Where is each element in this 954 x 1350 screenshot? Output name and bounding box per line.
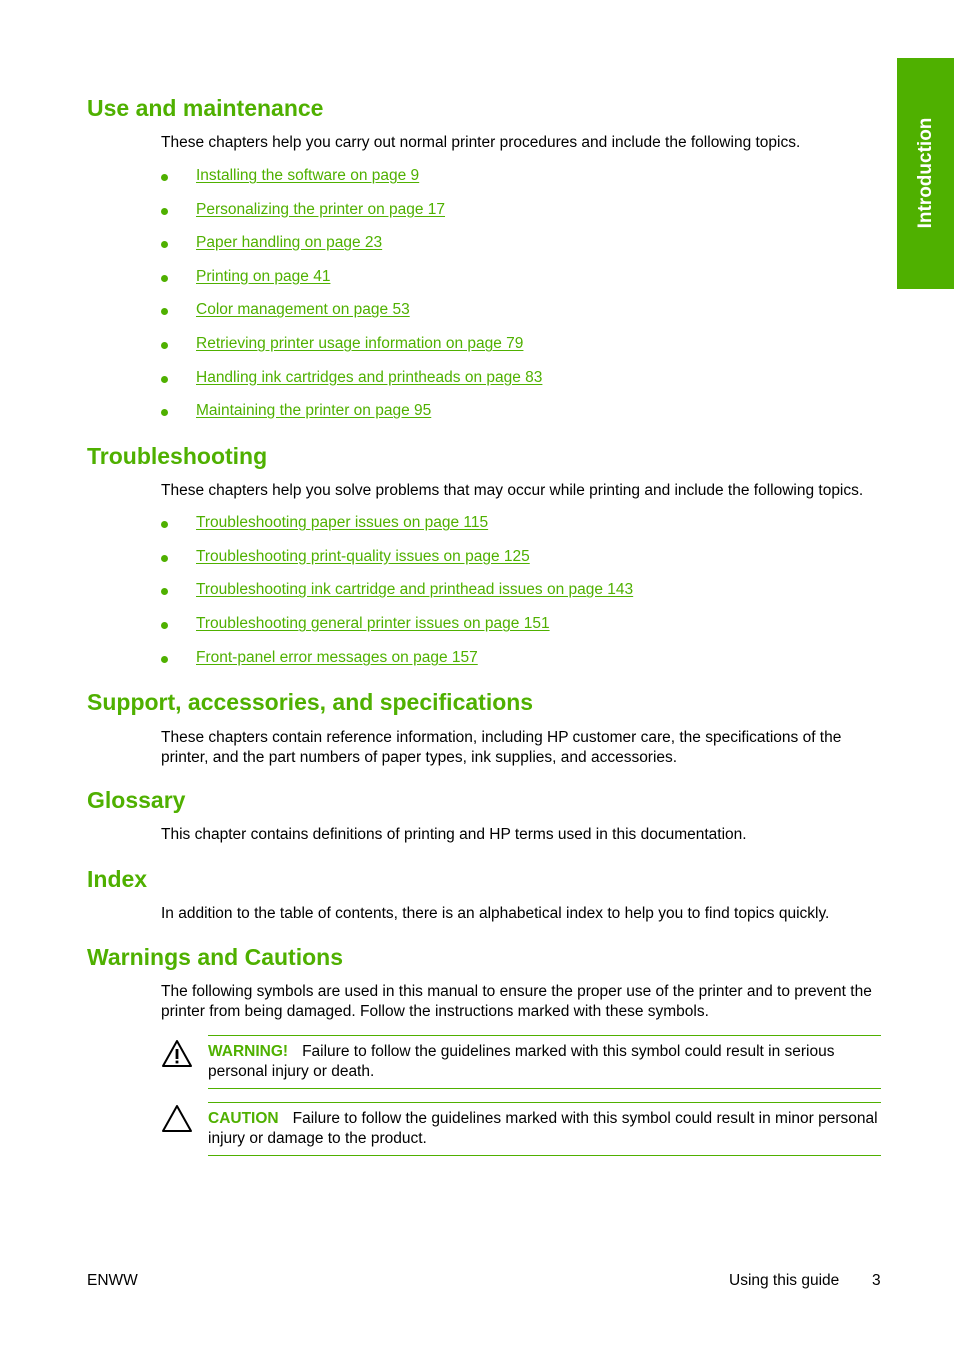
link-ink-cartridges-printheads[interactable]: Handling ink cartridges and printheads on page 83 (196, 368, 543, 386)
link-personalizing-printer[interactable]: Personalizing the printer on page 17 (196, 200, 446, 218)
bullet-icon (161, 241, 168, 248)
link-paper-handling[interactable]: Paper handling on page 23 (196, 234, 383, 252)
link-troubleshooting-ink-cartridge[interactable]: Troubleshooting ink cartridge and printhead issues on page 143 (196, 581, 634, 599)
heading-support: Support, accessories, and specifications (87, 689, 534, 715)
bullet-icon (161, 656, 168, 663)
link-installing-software[interactable]: Installing the software on page 9 (196, 167, 420, 184)
link-color-management[interactable]: Color management on page 53 (196, 301, 410, 319)
support-text: These chapters contain reference information, including HP customer care, the specifications of the printer, and the part numbers of paper types, ink supplies, and accessories. (161, 729, 842, 766)
heading-use-and-maintenance: Use and maintenance (87, 95, 324, 121)
bullet-icon (161, 521, 168, 528)
index-text: In addition to the table of contents, there is an alphabetical index to help you to find topics quickly. (161, 905, 830, 922)
bullet-icon (161, 588, 168, 595)
footer-section-title: Using this guide (729, 1272, 840, 1289)
bullet-icon (161, 174, 168, 181)
bullet-icon (161, 409, 168, 416)
bullet-icon (161, 622, 168, 629)
caution-box (208, 1102, 881, 1156)
heading-index: Index (87, 866, 148, 892)
heading-warnings-cautions: Warnings and Cautions (87, 944, 343, 970)
warning-text: Failure to follow the guidelines marked with this symbol could result in serious personal injury or death. (208, 1043, 835, 1080)
troubleshooting-intro-text: These chapters help you solve problems that may occur while printing and include the following topics. (161, 482, 864, 499)
warning-box (208, 1035, 881, 1089)
warning-icon (161, 1039, 193, 1069)
caution-text: Failure to follow the guidelines marked with this symbol could result in minor personal injury or damage to the product. (208, 1110, 878, 1147)
bullet-icon (161, 342, 168, 349)
use-intro-text: These chapters help you carry out normal printer procedures and include the following topics. (161, 134, 801, 151)
caution-icon (161, 1104, 193, 1134)
heading-troubleshooting: Troubleshooting (87, 443, 268, 469)
caution-label: CAUTION (208, 1110, 279, 1127)
warning-label: WARNING! (208, 1043, 289, 1060)
footer-page-number: 3 (872, 1272, 881, 1289)
link-printing[interactable]: Printing on page 41 (196, 267, 331, 285)
link-front-panel-errors[interactable]: Front-panel error messages on page 157 (196, 648, 478, 666)
bullet-icon (161, 275, 168, 282)
link-troubleshooting-paper[interactable]: Troubleshooting paper issues on page 115 (196, 514, 489, 531)
link-maintaining-printer[interactable]: Maintaining the printer on page 95 (196, 402, 432, 420)
link-troubleshooting-general[interactable]: Troubleshooting general printer issues on page 151 (196, 615, 550, 633)
bullet-icon (161, 308, 168, 315)
heading-glossary: Glossary (87, 787, 186, 813)
glossary-text: This chapter contains definitions of printing and HP terms used in this documentation. (161, 826, 747, 843)
chapter-side-tab (897, 58, 954, 289)
warnings-intro-text: The following symbols are used in this manual to ensure the proper use of the printer and to prevent the printer from being damaged. Follow the instructions marked with these symbols. (161, 983, 872, 1020)
bullet-icon (161, 376, 168, 383)
chapter-tab-label: Introduction (914, 117, 936, 229)
link-troubleshooting-print-quality[interactable]: Troubleshooting print-quality issues on page 125 (196, 547, 530, 565)
bullet-icon (161, 555, 168, 562)
link-printer-usage-information[interactable]: Retrieving printer usage information on page 79 (196, 335, 524, 352)
footer-left-label: ENWW (87, 1272, 138, 1289)
bullet-icon (161, 208, 168, 215)
